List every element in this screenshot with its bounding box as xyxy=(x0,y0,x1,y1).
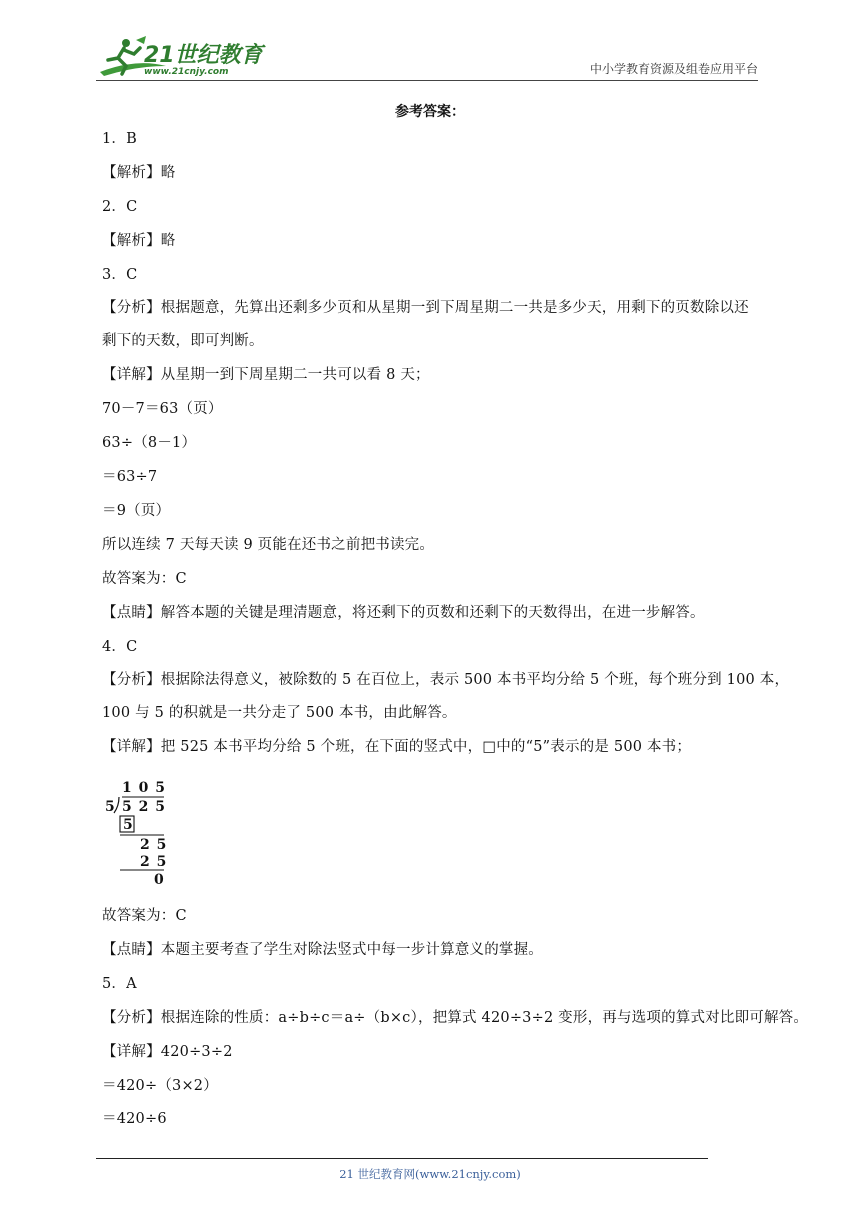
logo xyxy=(96,36,266,78)
answer-line: 【解析】略 xyxy=(102,233,176,249)
answer-line: 【点睛】本题主要考查了学生对除法竖式中每一步计算意义的掌握。 xyxy=(102,942,543,958)
boxed-digit: 5 xyxy=(123,817,133,833)
answer-line: ＝9（页） xyxy=(102,503,171,519)
step-1: 2 5 xyxy=(140,837,168,853)
step-2: 2 5 xyxy=(140,854,168,870)
answer-line: 63÷（8－1） xyxy=(102,435,197,451)
long-division xyxy=(104,776,184,888)
answer-line: 【分析】根据连除的性质：a÷b÷c＝a÷（b×c），把算式 420÷3÷2 变形，再与选项的算式对比即可解答。 xyxy=(102,1010,809,1026)
footer-divider xyxy=(96,1158,708,1159)
answer-line: 【分析】根据题意，先算出还剩多少页和从星期一到下周星期二一共是多少天，用剩下的页数除以还 xyxy=(102,300,749,316)
answer-line: ＝63÷7 xyxy=(102,469,158,485)
svg-text:www.21cnjy.com: www.21cnjy.com xyxy=(144,67,229,77)
answer-line: ＝420÷（3×2） xyxy=(102,1078,218,1094)
header-divider xyxy=(96,80,758,81)
runner-logo-icon xyxy=(96,36,266,78)
answer-line: 2．C xyxy=(102,199,138,215)
footer-text: 21 世纪教育网(www.21cnjy.com) xyxy=(339,1167,521,1181)
page-header xyxy=(96,36,758,80)
quotient: 1 0 5 xyxy=(122,780,166,796)
answer-line: 5．A xyxy=(102,976,137,992)
answer-line: 【分析】根据除法得意义，被除数的 5 在百位上，表示 500 本书平均分给 5 个班，每个班分到 100 本， xyxy=(102,672,790,688)
remainder: 0 xyxy=(154,872,164,888)
answer-line: 剩下的天数，即可判断。 xyxy=(102,333,264,349)
dividend: 5 2 5 xyxy=(122,799,166,815)
answer-line: 1．B xyxy=(102,131,137,147)
answer-line: 4．C xyxy=(102,639,138,655)
svg-text:21世纪教育: 21世纪教育 xyxy=(144,43,263,68)
answer-line: 【点睛】解答本题的关键是理清题意，将还剩下的页数和还剩下的天数得出，在进一步解答。 xyxy=(102,605,705,621)
answer-line: 70－7＝63（页） xyxy=(102,401,223,417)
answer-line: 故答案为：C xyxy=(102,571,187,587)
answer-line: ＝420÷6 xyxy=(102,1111,167,1127)
answer-line: 【详解】把 525 本书平均分给 5 个班，在下面的竖式中，□中的“5”表示的是 500 本书； xyxy=(102,739,692,755)
answer-line: 100 与 5 的积就是一共分走了 500 本书，由此解答。 xyxy=(102,705,457,721)
answer-line: 3．C xyxy=(102,267,138,283)
answer-line: 【解析】略 xyxy=(102,165,176,181)
answer-line: 【详解】从星期一到下周星期二一共可以看 8 天； xyxy=(102,367,430,383)
answer-line: 【详解】420÷3÷2 xyxy=(102,1044,233,1060)
divisor: 5 xyxy=(105,799,115,815)
answer-line: 故答案为：C xyxy=(102,908,187,924)
answer-title: 参考答案： xyxy=(395,104,465,120)
answer-line: 所以连续 7 天每天读 9 页能在还书之前把书读完。 xyxy=(102,537,435,553)
platform-name: 中小学教育资源及组卷应用平台 xyxy=(589,62,758,76)
